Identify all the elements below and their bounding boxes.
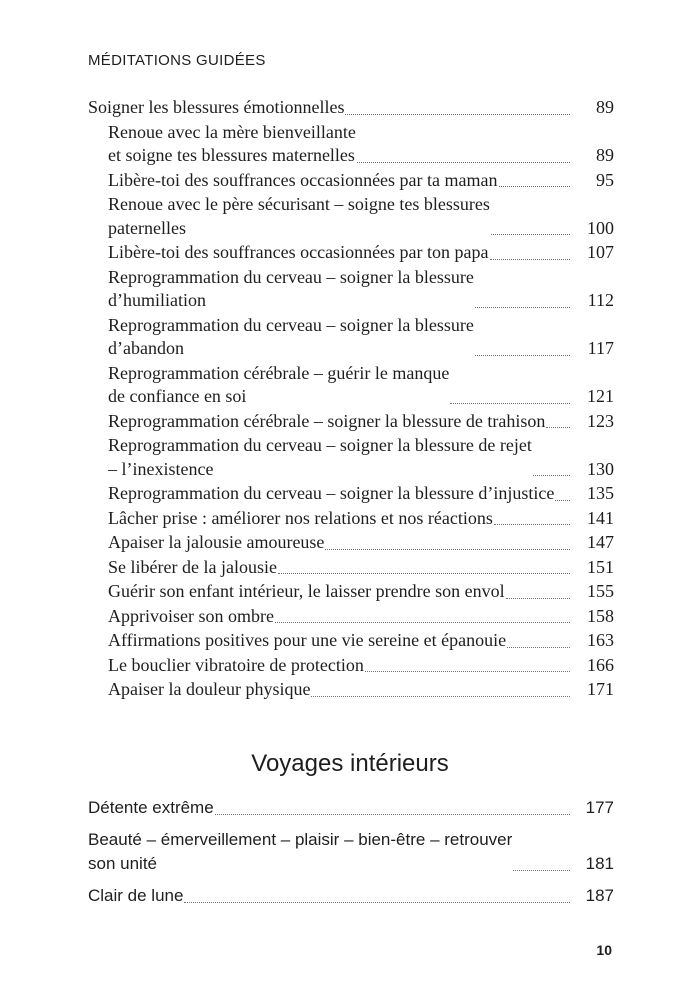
toc-entry-title: Apprivoiser son ombre xyxy=(108,605,274,626)
toc-entry-page: 121 xyxy=(587,386,614,406)
toc-entry xyxy=(88,580,614,604)
dot-leader xyxy=(311,695,570,697)
toc-entry-title: Apaiser la douleur physique xyxy=(108,679,311,699)
toc-entry xyxy=(88,605,614,629)
toc-entry-title: Apaiser la jalousie amoureuse xyxy=(108,532,325,552)
toc-entry-page: 166 xyxy=(587,654,614,675)
toc-entry-title: Beauté – émerveillement – plaisir – bien-être – retrouver son unité xyxy=(88,830,513,873)
dot-leader xyxy=(490,258,570,260)
dot-leader xyxy=(184,901,570,903)
toc-entry xyxy=(88,362,614,409)
dot-leader xyxy=(215,813,570,815)
dot-leader xyxy=(533,474,570,476)
toc-entry-title: Renoue avec le père sécurisant – soigne tes blessures paternelles xyxy=(108,194,490,238)
toc-entry-page: 163 xyxy=(587,630,614,650)
toc-entry-page: 151 xyxy=(587,556,614,577)
toc-entry-title: Le bouclier vibratoire de protection xyxy=(108,654,364,675)
dot-leader xyxy=(507,646,570,648)
toc-entry-page: 141 xyxy=(587,507,614,528)
dot-leader xyxy=(499,185,570,187)
dot-leader xyxy=(491,233,570,235)
toc-entry-page: 130 xyxy=(587,458,614,479)
toc-entry xyxy=(88,828,614,876)
toc-entry xyxy=(88,314,614,361)
toc-entry-title: Se libérer de la jalousie xyxy=(108,556,277,577)
toc-entry xyxy=(88,654,614,678)
toc-entry-title: Reprogrammation cérébrale – soigner la blessure de trahison xyxy=(108,410,546,431)
toc-entry xyxy=(88,410,614,434)
toc-entry-page: 155 xyxy=(587,581,614,601)
toc-entry-page: 112 xyxy=(587,290,614,310)
toc-entry-title: Libère-toi des souffrances occasionnées par ta maman xyxy=(108,169,498,190)
toc-entry-page: 171 xyxy=(587,679,614,699)
toc-entry xyxy=(88,507,614,531)
dot-leader xyxy=(494,523,570,525)
dot-leader xyxy=(475,306,570,308)
dot-leader xyxy=(513,869,570,871)
toc-section-voyages xyxy=(88,796,614,916)
toc-entry xyxy=(88,266,614,313)
toc-entry xyxy=(88,884,614,908)
toc-entry-title: Reprogrammation du cerveau – soigner la blessure d’abandon xyxy=(108,314,474,358)
toc-entry-page: 135 xyxy=(587,483,614,503)
toc-entry xyxy=(88,121,614,168)
toc-entry xyxy=(88,629,614,653)
dot-leader xyxy=(546,426,570,428)
toc-entry xyxy=(88,556,614,580)
toc-entry-page: 89 xyxy=(596,145,614,165)
dot-leader xyxy=(365,670,570,672)
toc-entry-title: Reprogrammation cérébrale – guérir le manque de confiance en soi xyxy=(108,362,450,406)
toc-section-meditations xyxy=(88,96,614,703)
toc-entry xyxy=(88,193,614,240)
toc-entry-page: 107 xyxy=(587,242,614,262)
toc-entry-page: 181 xyxy=(585,854,614,873)
dot-leader xyxy=(275,621,570,623)
section-title: Voyages intérieurs xyxy=(251,750,449,777)
toc-entry-title: Lâcher prise : améliorer nos relations et nos réactions xyxy=(108,507,493,528)
toc-entry-title: Reprogrammation du cerveau – soigner la blessure d’injustice xyxy=(108,483,555,503)
toc-entry-page: 187 xyxy=(585,886,614,905)
toc-entry-title: Clair de lune xyxy=(88,886,184,905)
toc-entry-title: Soigner les blessures émotionnelles xyxy=(88,97,345,117)
dot-leader xyxy=(325,548,570,550)
dot-leader xyxy=(450,402,570,404)
toc-entry-page: 147 xyxy=(587,532,614,552)
toc-entry-title: Reprogrammation du cerveau – soigner la blessure de rejet – l’inexistence xyxy=(108,435,532,479)
toc-entry-title: Reprogrammation du cerveau – soigner la blessure d’humiliation xyxy=(108,266,474,310)
toc-entry-title: Affirmations positives pour une vie sereine et épanouie xyxy=(108,630,507,650)
toc-entry-title: Libère-toi des souffrances occasionnées par ton papa xyxy=(108,242,489,262)
toc-entry xyxy=(88,482,614,506)
dot-leader xyxy=(555,499,570,501)
dot-leader xyxy=(475,354,570,356)
toc-entry-page: 177 xyxy=(585,798,614,817)
toc-entry-page: 95 xyxy=(596,169,614,190)
dot-leader xyxy=(345,113,570,115)
toc-entry xyxy=(88,678,614,702)
toc-entry-title: Renoue avec la mère bienveillante et soigne tes blessures maternelles xyxy=(108,121,356,165)
toc-entry xyxy=(88,531,614,555)
dot-leader xyxy=(357,161,570,163)
toc-entry xyxy=(88,96,614,120)
dot-leader xyxy=(506,597,570,599)
toc-entry xyxy=(88,241,614,265)
toc-entry-page: 158 xyxy=(587,605,614,626)
toc-entry-page: 100 xyxy=(587,217,614,238)
running-header: MÉDITATIONS GUIDÉES xyxy=(88,52,266,69)
page-number: 10 xyxy=(596,942,612,958)
toc-entry-title: Guérir son enfant intérieur, le laisser prendre son envol xyxy=(108,581,505,601)
toc-entry xyxy=(88,434,614,481)
toc-entry-page: 117 xyxy=(587,338,614,358)
toc-entry-page: 89 xyxy=(596,97,614,117)
toc-entry-page: 123 xyxy=(587,410,614,431)
toc-entry xyxy=(88,796,614,820)
toc-entry-title: Détente extrême xyxy=(88,798,214,817)
toc-entry xyxy=(88,169,614,193)
dot-leader xyxy=(278,572,570,574)
